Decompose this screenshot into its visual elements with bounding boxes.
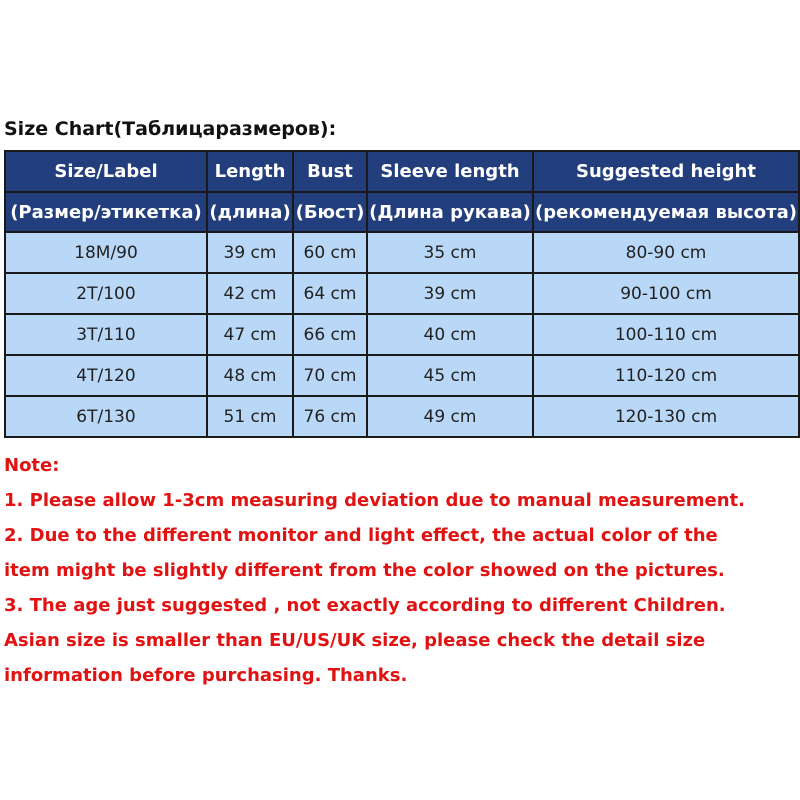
cell-sleeve: 35 cm: [367, 232, 533, 273]
header-suggested-height-ru: (рекомендуемая высота): [533, 192, 799, 232]
note-line: 2. Due to the different monitor and light effect, the actual color of the: [4, 525, 718, 546]
cell-size: 3T/110: [5, 314, 207, 355]
table-row: [5, 355, 799, 396]
cell-size: 6T/130: [5, 396, 207, 437]
header-row-english: [5, 151, 799, 192]
notes-section: [4, 448, 800, 693]
cell-length: 42 cm: [207, 273, 293, 314]
header-sleeve-length-ru: (Длина рукава): [367, 192, 533, 232]
cell-length: 48 cm: [207, 355, 293, 396]
header-row-russian: [5, 192, 799, 232]
cell-size: 4T/120: [5, 355, 207, 396]
table-row: [5, 273, 799, 314]
cell-size: 2T/100: [5, 273, 207, 314]
cell-bust: 76 cm: [293, 396, 367, 437]
cell-height: 120-130 cm: [533, 396, 799, 437]
table-row: [5, 232, 799, 273]
header-size-label-ru: (Размер/этикетка): [5, 192, 207, 232]
cell-length: 39 cm: [207, 232, 293, 273]
table-row: [5, 396, 799, 437]
note-line: 3. The age just suggested , not exactly according to different Children.: [4, 595, 726, 616]
header-length: Length: [207, 151, 293, 192]
cell-bust: 64 cm: [293, 273, 367, 314]
header-length-ru: (длина): [207, 192, 293, 232]
cell-length: 47 cm: [207, 314, 293, 355]
note-line: Asian size is smaller than EU/US/UK size, please check the detail size: [4, 630, 706, 651]
cell-height: 90-100 cm: [533, 273, 799, 314]
table-row: [5, 314, 799, 355]
cell-height: 110-120 cm: [533, 355, 799, 396]
cell-size: 18M/90: [5, 232, 207, 273]
cell-bust: 66 cm: [293, 314, 367, 355]
header-size-label: Size/Label: [5, 151, 207, 192]
cell-sleeve: 49 cm: [367, 396, 533, 437]
note-line: information before purchasing. Thanks.: [4, 665, 408, 686]
cell-height: 100-110 cm: [533, 314, 799, 355]
header-suggested-height: Suggested height: [533, 151, 799, 192]
cell-bust: 60 cm: [293, 232, 367, 273]
cell-height: 80-90 cm: [533, 232, 799, 273]
cell-bust: 70 cm: [293, 355, 367, 396]
cell-sleeve: 40 cm: [367, 314, 533, 355]
note-heading: Note:: [4, 455, 60, 476]
header-bust-ru: (Бюст): [293, 192, 367, 232]
cell-sleeve: 45 cm: [367, 355, 533, 396]
header-bust: Bust: [293, 151, 367, 192]
cell-length: 51 cm: [207, 396, 293, 437]
note-line: item might be slightly different from the color showed on the pictures.: [4, 560, 725, 581]
size-chart-title: Size Chart(Таблицаразмеров):: [4, 118, 337, 140]
note-line: 1. Please allow 1-3cm measuring deviation due to manual measurement.: [4, 490, 745, 511]
size-chart-table: [4, 150, 800, 438]
cell-sleeve: 39 cm: [367, 273, 533, 314]
header-sleeve-length: Sleeve length: [367, 151, 533, 192]
